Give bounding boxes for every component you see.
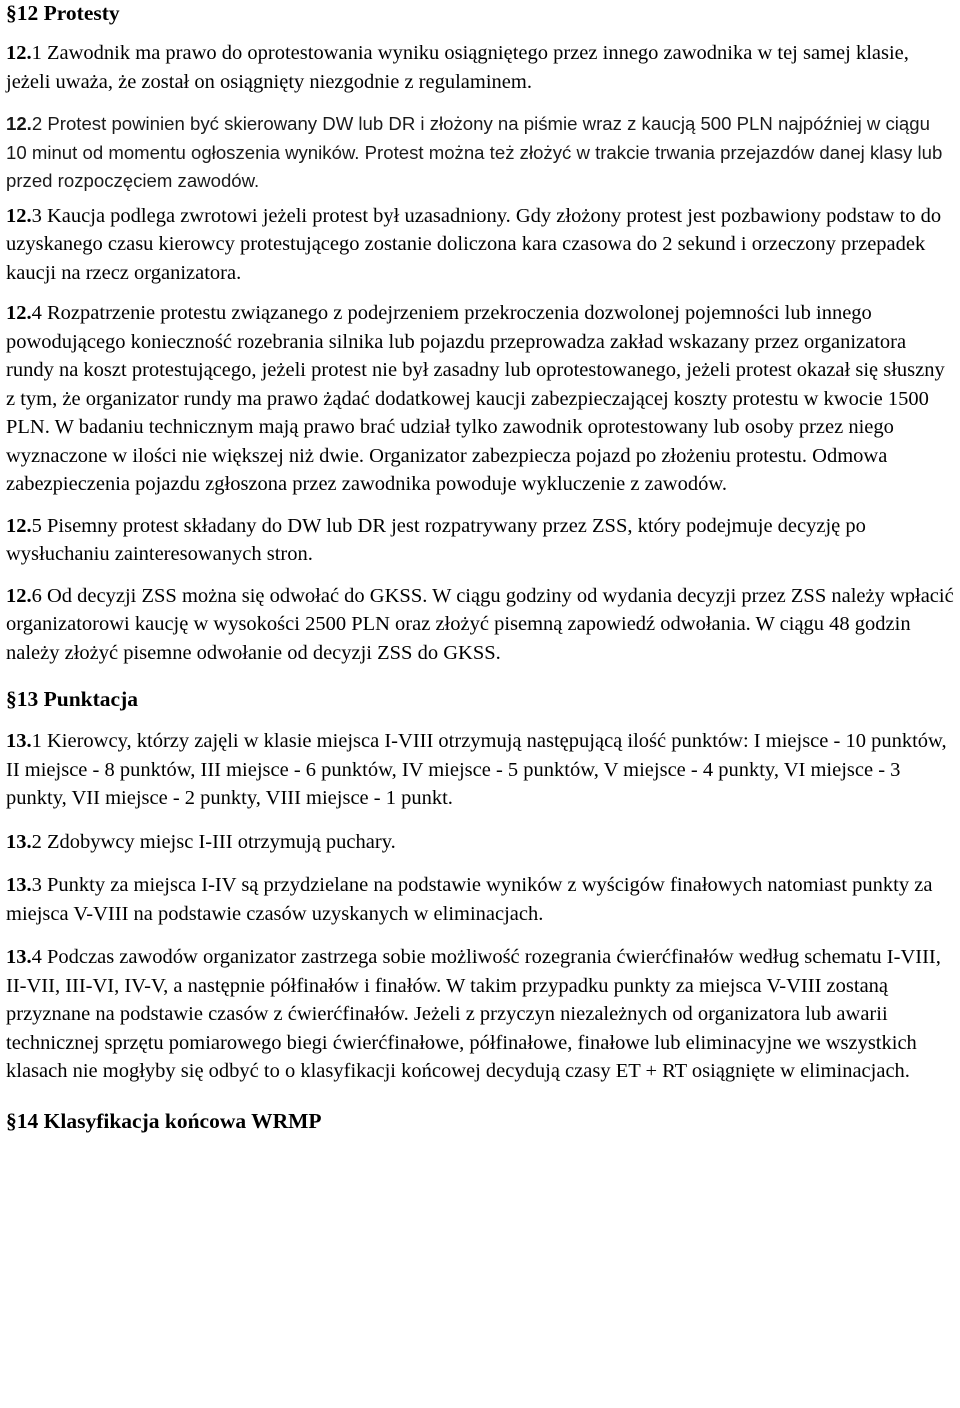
paragraph-12-2: [6, 110, 954, 196]
paragraph-12-5: [6, 512, 954, 569]
paragraph-number: 12.1: [6, 42, 42, 64]
paragraph-number: 13.4: [6, 946, 42, 968]
paragraph-number: 12.2: [6, 113, 43, 134]
paragraph-12-1: [6, 39, 954, 96]
paragraph-13-3: [6, 871, 954, 928]
paragraph-13-4: [6, 943, 954, 1086]
paragraph-number: 12.5: [6, 514, 42, 537]
paragraph-13-2: [6, 828, 954, 857]
section-12-heading: §12 Protesty: [6, 1, 120, 25]
paragraph-number: 12.4: [6, 302, 42, 324]
paragraph-number: 13.2: [6, 830, 42, 853]
paragraph-text: Punkty za miejsca I-IV są przydzielane na podstawie wyników z wyścigów finałowych natomiast punkty za miejsca V-VIII na podstawie czasów uzyskanych w eliminacjach.: [6, 874, 933, 925]
paragraph-text: Protest powinien być skierowany DW lub DR i złożony na piśmie wraz z kaucją 500 PLN najpóźniej w ciągu 10 minut od momentu ogłoszenia wyników. Protest można też złożyć w trakcie trwania przejazdów danej klasy lub przed rozpoczęciem zawodów.: [6, 113, 943, 191]
paragraph-text: Kierowcy, którzy zajęli w klasie miejsca I-VIII otrzymują następującą ilość punktów: I miejsce - 10 punktów, II miejsce - 8 punktów, III miejsce - 6 punktów, IV miejsce - 5 punktów, V miejsce - 4 punkty, VI miejsce - 3 punkty, VII miejsce - 2 punkty, VIII miejsce - 1 punkt.: [6, 730, 947, 809]
paragraph-text: Podczas zawodów organizator zastrzega sobie możliwość rozegrania ćwierćfinałów według schematu I-VIII, II-VII, III-VI, IV-V, a następnie półfinałów i finałów. W takim przypadku punkty za miejsca V-VIII zostaną przyznane na podstawie czasów z ćwierćfinałów. Jeżeli z przyczyn niezależnych od organizatora lub awarii technicznej sprzętu pomiarowego biegi ćwierćfinałowe, półfinałowe, finałowe lub eliminacyjne we wszystkich klasach nie mogłyby się odbyć to o klasyfikacji końcowej decydują czasy ET + RT osiągnięte w eliminacjach.: [6, 946, 941, 1082]
paragraph-number: 13.1: [6, 730, 42, 752]
section-13-heading: §13 Punktacja: [6, 687, 138, 711]
document-page: [6, 0, 954, 1134]
paragraph-text: Pisemny protest składany do DW lub DR jest rozpatrywany przez ZSS, który podejmuje decyzję po wysłuchaniu zainteresowanych stron.: [6, 514, 866, 565]
paragraph-12-4: [6, 299, 954, 499]
section-14-heading: §14 Klasyfikacja końcowa WRMP: [6, 1108, 322, 1133]
paragraph-number: 12.3: [6, 204, 42, 227]
paragraph-text: Zawodnik ma prawo do oprotestowania wyniku osiągniętego przez innego zawodnika w tej samej klasie, jeżeli uważa, że został on osiągnięty niezgodnie z regulaminem.: [6, 42, 909, 93]
paragraph-text: Rozpatrzenie protestu związanego z podejrzeniem przekroczenia dozwolonej pojemności lub innego powodującego konieczność rozebrania silnika lub pojazdu przeprowadza zakład wskazany przez organizatora rundy na koszt protestującego, jeżeli protest nie był zasadny lub oprotestowanego, jeżeli protest okazał się słuszny z tym, że organizator rundy ma prawo żądać dodatkowej kaucji zabezpieczającej koszty protestu w kwocie 1500 PLN. W badaniu technicznym mają prawo brać udział tylko zawodnik oprotestowany lub osoby przez niego wyznaczone w ilości nie większej niż dwie. Organizator zabezpiecza pojazd po złożeniu protestu. Odmowa zabezpieczenia pojazdu zgłoszona przez zawodnika powoduje wykluczenie z zawodów.: [6, 302, 945, 495]
paragraph-text: Kaucja podlega zwrotowi jeżeli protest był uzasadniony. Gdy złożony protest jest pozbawiony podstaw to do uzyskanego czasu kierowcy protestującego zostanie doliczona kara czasowa do 2 sekund i orzeczony przepadek kaucji na rzecz organizatora.: [6, 204, 942, 284]
paragraph-text: Od decyzji ZSS można się odwołać do GKSS. W ciągu godziny od wydania decyzji przez ZSS należy wpłacić organizatorowi kaucję w wysokości 2500 PLN oraz złożyć pisemną zapowiedź odwołania. W ciągu 48 godzin należy złożyć pisemne odwołanie od decyzji ZSS do GKSS.: [6, 584, 954, 664]
paragraph-number: 12.6: [6, 584, 42, 607]
paragraph-12-6: [6, 582, 954, 668]
paragraph-number: 13.3: [6, 874, 42, 896]
paragraph-13-1: [6, 727, 954, 813]
paragraph-text: Zdobywcy miejsc I-III otrzymują puchary.: [41, 830, 396, 853]
paragraph-12-3: [6, 202, 954, 288]
